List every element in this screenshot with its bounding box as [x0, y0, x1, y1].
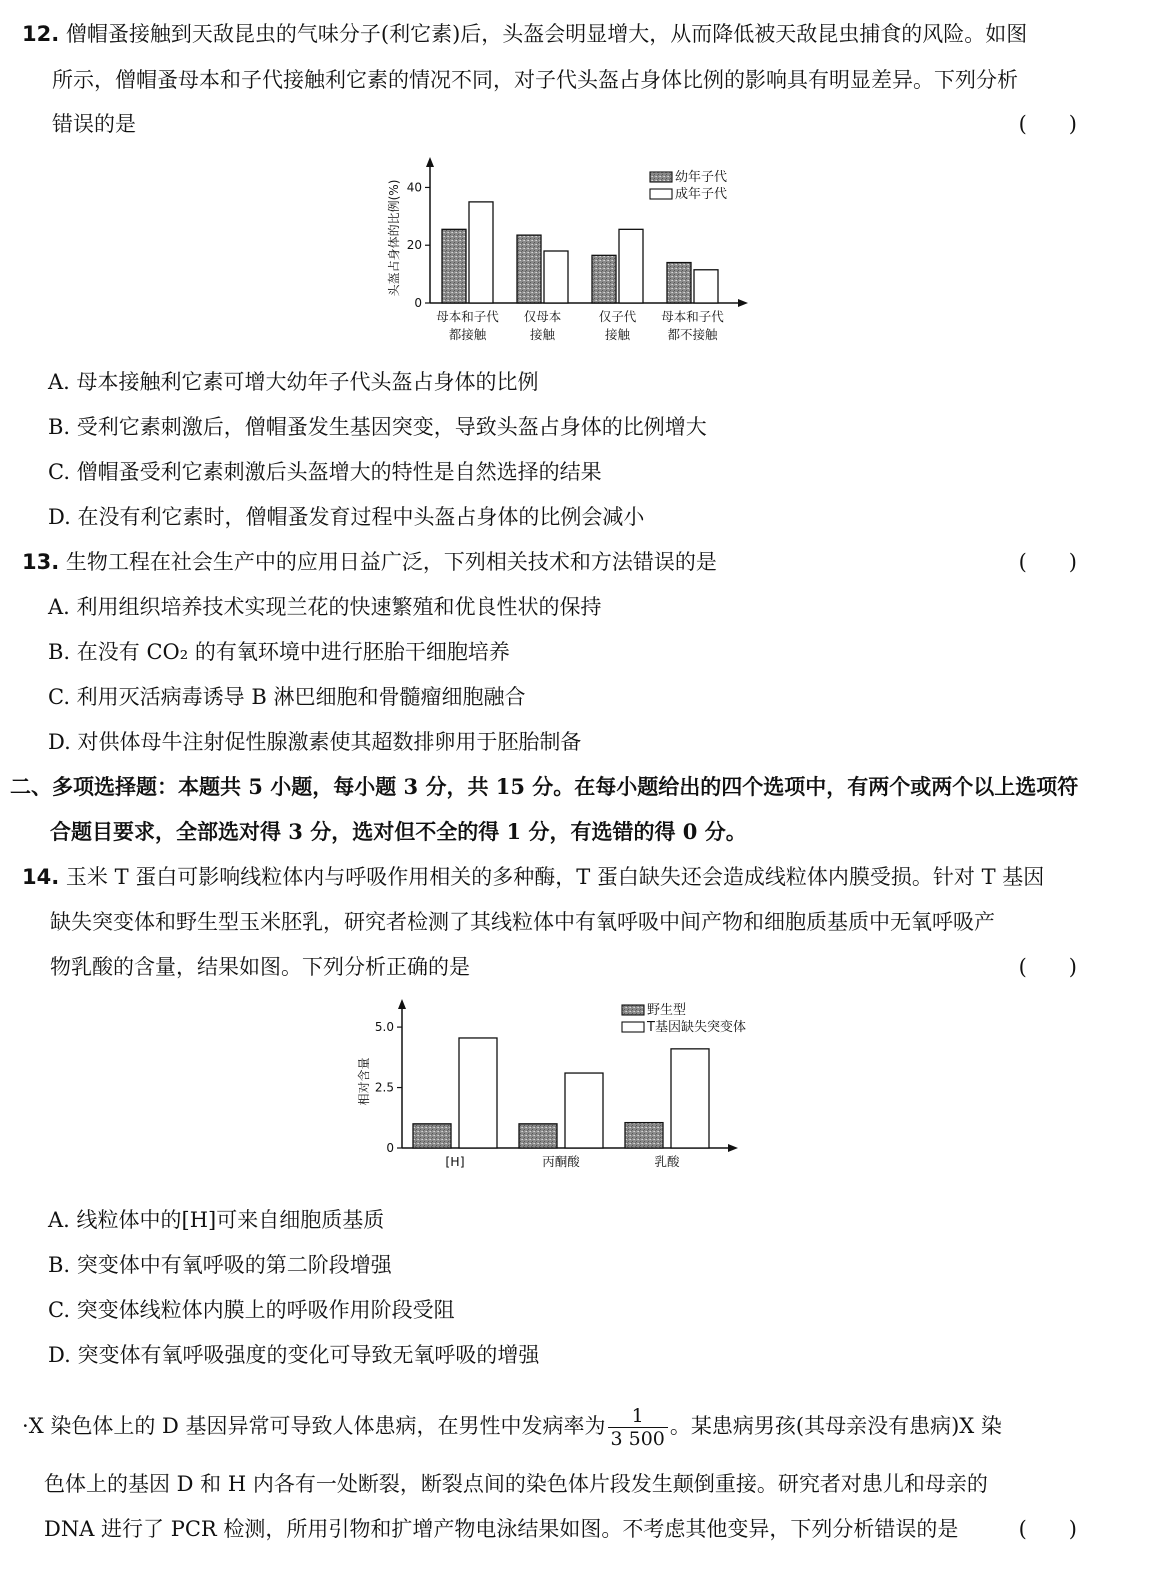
- q14-option-c: C. 突变体线粒体内膜上的呼吸作用阶段受阻: [48, 1298, 455, 1322]
- x-category-label: 母本和子代: [436, 309, 499, 324]
- q13-number: 13.: [22, 550, 60, 574]
- bar-series2: [544, 251, 568, 303]
- x-axis-arrow: [738, 299, 748, 307]
- y-tick-label: 40: [406, 180, 422, 195]
- x-category-label: [H]: [445, 1154, 465, 1169]
- bar-series2: [565, 1073, 603, 1148]
- q13-option-c: C. 利用灭活病毒诱导 B 淋巴细胞和骨髓瘤细胞融合: [48, 685, 526, 709]
- q13-answer-paren: ( ): [1018, 550, 1077, 574]
- q14-number: 14.: [22, 865, 60, 889]
- y-axis-label: 头盔占身体的比例(%): [387, 179, 401, 297]
- bar-series1: [592, 255, 616, 303]
- x-category-label: 都不接触: [667, 327, 718, 342]
- bar-series1: [519, 1124, 557, 1148]
- bar-series1: [667, 263, 691, 303]
- x-category-label: 接触: [529, 327, 556, 342]
- y-tick-label: 5.0: [374, 1020, 394, 1035]
- q13-stem: 13. 生物工程在社会生产中的应用日益广泛，下列相关技术和方法错误的是: [22, 550, 717, 574]
- legend-label: T基因缺失突变体: [647, 1020, 746, 1035]
- q14-answer-paren: ( ): [1018, 955, 1077, 979]
- x-category-label: 接触: [604, 327, 631, 342]
- q13-option-b: B. 在没有 CO₂ 的有氧环境中进行胚胎干细胞培养: [48, 640, 510, 664]
- chart-respiration-content: [350, 995, 770, 1180]
- y-tick-label: 0: [386, 1141, 394, 1155]
- y-tick-label: 2.5: [374, 1080, 394, 1095]
- bar-series2: [469, 202, 493, 303]
- y-tick-label: 0: [414, 296, 422, 310]
- bar-series1: [625, 1123, 663, 1148]
- x-category-label: 母本和子代: [661, 309, 724, 324]
- q15-line-3: DNA 进行了 PCR 检测，所用引物和扩增产物电泳结果如图。不考虑其他变异，下列分析错误的是: [44, 1517, 959, 1541]
- q12-option-d: D. 在没有利它素时，僧帽蚤发育过程中头盔占身体的比例会减小: [48, 505, 645, 529]
- legend-swatch: [622, 1022, 644, 1032]
- section2-heading-line-1: 二、多项选择题：本题共 5 小题，每小题 3 分，共 15 分。在每小题给出的四个选项中，有两个或两个以上选项符: [10, 774, 1079, 799]
- legend-label: 野生型: [647, 1003, 687, 1018]
- q14-option-b: B. 突变体中有氧呼吸的第二阶段增强: [48, 1253, 392, 1277]
- q12-answer-paren: ( ): [1018, 112, 1077, 136]
- x-category-label: 仅母本: [523, 309, 562, 324]
- q14-line-3: 物乳酸的含量，结果如图。下列分析正确的是: [50, 955, 470, 979]
- q12-line-3: 错误的是: [52, 112, 136, 136]
- legend-swatch: [650, 189, 672, 199]
- bar-series1: [413, 1124, 451, 1148]
- q14-line-1: 14. 玉米 T 蛋白可影响线粒体内与呼吸作用相关的多种酶，T 蛋白缺失还会造成线粒体内膜受损。针对 T 基因: [22, 865, 1045, 889]
- incidence-fraction: $\frac{1}{3 500}$: [608, 1405, 668, 1450]
- legend-swatch: [622, 1005, 644, 1015]
- q12-option-b: B. 受利它素刺激后，僧帽蚤发生基因突变，导致头盔占身体的比例增大: [48, 415, 707, 439]
- bar-series1: [442, 229, 466, 303]
- q12-line-2: 所示，僧帽蚤母本和子代接触利它素的情况不同，对子代头盔占身体比例的影响具有明显差异。下列分析: [52, 68, 1018, 92]
- q12-option-a: A. 母本接触利它素可增大幼年子代头盔占身体的比例: [48, 370, 539, 394]
- x-category-label: 丙酮酸: [542, 1154, 580, 1169]
- bar-series2: [694, 270, 718, 303]
- chart-helmet-ratio: [380, 148, 760, 353]
- y-axis-arrow: [398, 999, 406, 1009]
- section2-heading-line-2: 合题目要求，全部选对得 3 分，选对但不全的得 1 分，有选错的得 0 分。: [50, 819, 747, 844]
- legend-label: 幼年子代: [675, 170, 728, 185]
- bar-series2: [671, 1049, 709, 1148]
- bar-series2: [459, 1038, 497, 1148]
- bar-series2: [619, 229, 643, 303]
- y-axis-label: 相对含量: [357, 1057, 371, 1106]
- y-axis-arrow: [426, 157, 434, 167]
- legend-swatch: [650, 172, 672, 182]
- q12-option-c: C. 僧帽蚤受利它素刺激后头盔增大的特性是自然选择的结果: [48, 460, 602, 484]
- bar-series1: [517, 235, 541, 303]
- q15-line-2: 色体上的基因 D 和 H 内各有一处断裂，断裂点间的染色体片段发生颠倒重接。研究者对患儿和母亲的: [44, 1472, 988, 1496]
- x-category-label: 乳酸: [654, 1154, 680, 1169]
- legend-label: 成年子代: [675, 187, 728, 202]
- x-category-label: 仅子代: [598, 309, 637, 324]
- q15-number: ·: [22, 1414, 29, 1438]
- q12-number: 12.: [22, 22, 60, 46]
- x-axis-arrow: [728, 1144, 738, 1152]
- q13-option-a: A. 利用组织培养技术实现兰花的快速繁殖和优良性状的保持: [48, 595, 602, 619]
- q14-option-d: D. 突变体有氧呼吸强度的变化可导致无氧呼吸的增强: [48, 1343, 540, 1367]
- q13-option-d: D. 对供体母牛注射促性腺激素使其超数排卵用于胚胎制备: [48, 730, 582, 754]
- y-tick-label: 20: [406, 238, 422, 253]
- q15-line-1: ·X 染色体上的 D 基因异常可导致人体患病，在男性中发病率为 $\frac{1}{3 500}$ 。某患病男孩(其母亲没有患病)X 染: [22, 1405, 1002, 1450]
- q14-line-2: 缺失突变体和野生型玉米胚乳，研究者检测了其线粒体中有氧呼吸中间产物和细胞质基质中无氧呼吸产: [50, 910, 995, 934]
- q12-line-1: 12. 僧帽蚤接触到天敌昆虫的气味分子(利它素)后，头盔会明显增大，从而降低被天敌昆虫捕食的风险。如图: [22, 22, 1028, 46]
- q15-answer-paren: ( ): [1018, 1517, 1077, 1541]
- x-category-label: 都接触: [448, 327, 487, 342]
- q14-option-a: A. 线粒体中的[H]可来自细胞质基质: [48, 1208, 385, 1232]
